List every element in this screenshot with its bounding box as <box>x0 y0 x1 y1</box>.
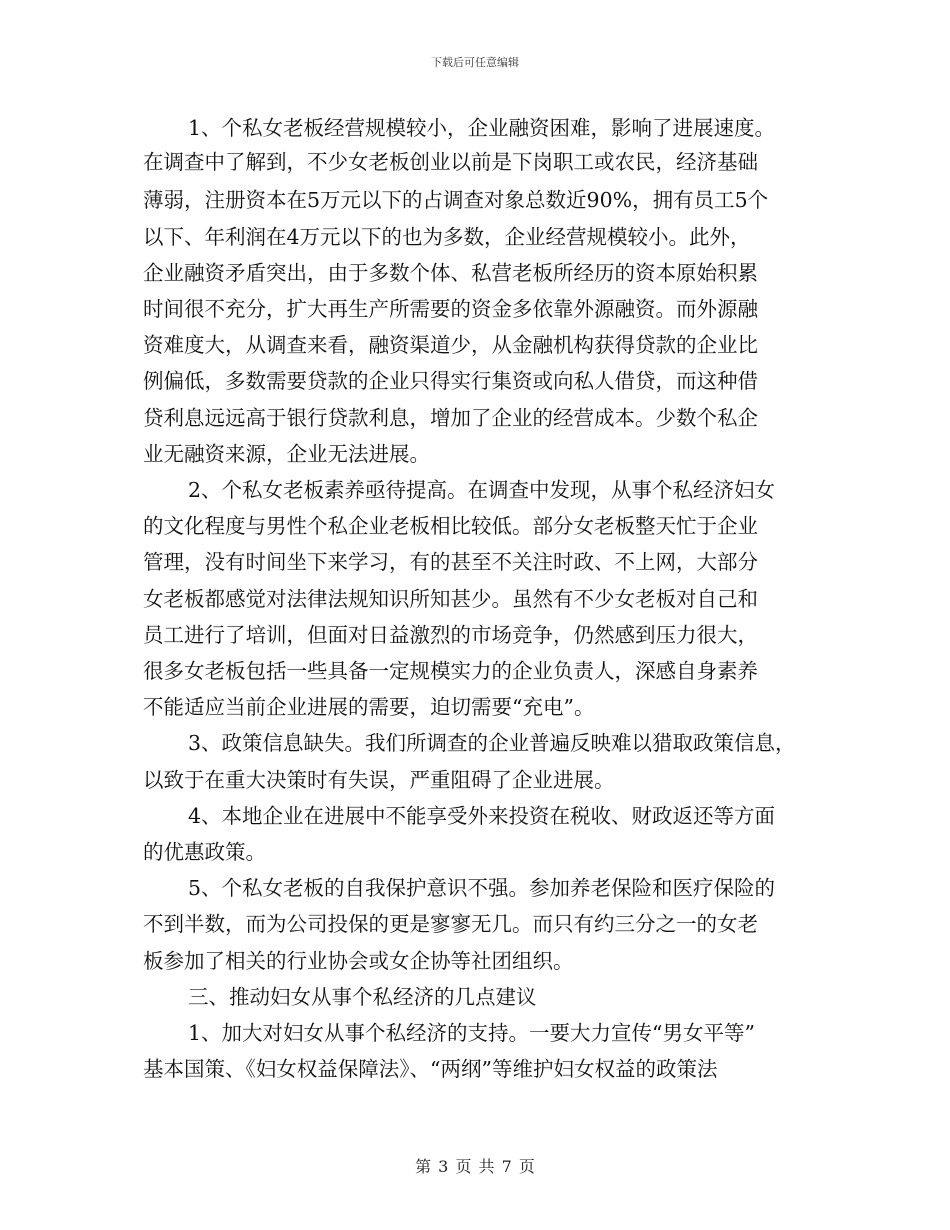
text-line: 贷利息远远高于银行贷款利息，增加了企业的经营成本。少数个私企 <box>143 406 758 430</box>
text-line: 女老板都感觉对法律法规知识所知甚少。虽然有不少女老板对自己和 <box>143 587 758 611</box>
text-line: 例偏低，多数需要贷款的企业只得实行集资或向私人借贷，而这种借 <box>143 369 758 393</box>
text-line: 板参加了相关的行业协会或女企协等社团组织。 <box>143 949 574 973</box>
text-line: 管理，没有时间坐下来学习，有的甚至不关注时政、不上网，大部分 <box>143 550 758 574</box>
text-line: 很多女老板包括一些具备一定规模实力的企业负责人，深感自身素养 <box>143 659 758 683</box>
text-line: 薄弱，注册资本在5万元以下的占调查对象总数近90%，拥有员工5个 <box>143 188 769 212</box>
text-line: 5、个私女老板的自我保护意识不强。参加养老保险和医疗保险的 <box>188 876 776 900</box>
text-line: 不到半数，而为公司投保的更是寥寥无几。而只有约三分之一的女老 <box>143 912 758 936</box>
text-line: 业无融资来源，企业无法进展。 <box>143 442 430 466</box>
text-line: 企业融资矛盾突出，由于多数个体、私营老板所经历的资本原始积累 <box>143 261 758 285</box>
text-line: 的文化程度与男性个私企业老板相比较低。部分女老板整天忙于企业 <box>143 514 758 538</box>
text-line: 员工进行了培训，但面对日益激烈的市场竞争，仍然感到压力很大， <box>143 623 758 647</box>
text-line: 以下、年利润在4万元以下的也为多数，企业经营规模较小。此外， <box>143 225 751 249</box>
text-line: 的优惠政策。 <box>143 840 266 864</box>
page-number: 第 3 页 共 7 页 <box>415 1157 535 1176</box>
text-line: 基本国策、《妇女权益保障法》、“两纲”等维护妇女权益的政策法 <box>143 1057 718 1081</box>
text-line: 4、本地企业在进展中不能享受外来投资在税收、财政返还等方面 <box>188 804 776 828</box>
text-line: 在调查中了解到，不少女老板创业以前是下岗职工或农民，经济基础 <box>143 150 758 174</box>
text-line: 不能适应当前企业进展的需要，迫切需要“充电”。 <box>143 695 595 719</box>
text-line: 2、个私女老板素养亟待提高。在调查中发现，从事个私经济妇女 <box>188 478 776 502</box>
text-line: 3、政策信息缺失。我们所调查的企业普遍反映难以猎取政策信息， <box>188 731 796 755</box>
text-line: 以致于在重大决策时有失误，严重阻碍了企业进展。 <box>143 768 615 792</box>
text-line: 时间很不充分，扩大再生产所需要的资金多依靠外源融资。而外源融 <box>143 297 758 321</box>
text-line: 资难度大，从调查来看，融资渠道少，从金融机构获得贷款的企业比 <box>143 333 758 357</box>
section-heading: 三、推动妇女从事个私经济的几点建议 <box>188 985 537 1009</box>
text-line: 1、个私女老板经营规模较小，企业融资困难，影响了进展速度。 <box>188 116 776 140</box>
text-line: 1、加大对妇女从事个私经济的支持。一要大力宣传“男女平等” <box>188 1021 756 1045</box>
page-header: 下载后可任意编辑 <box>431 56 519 69</box>
